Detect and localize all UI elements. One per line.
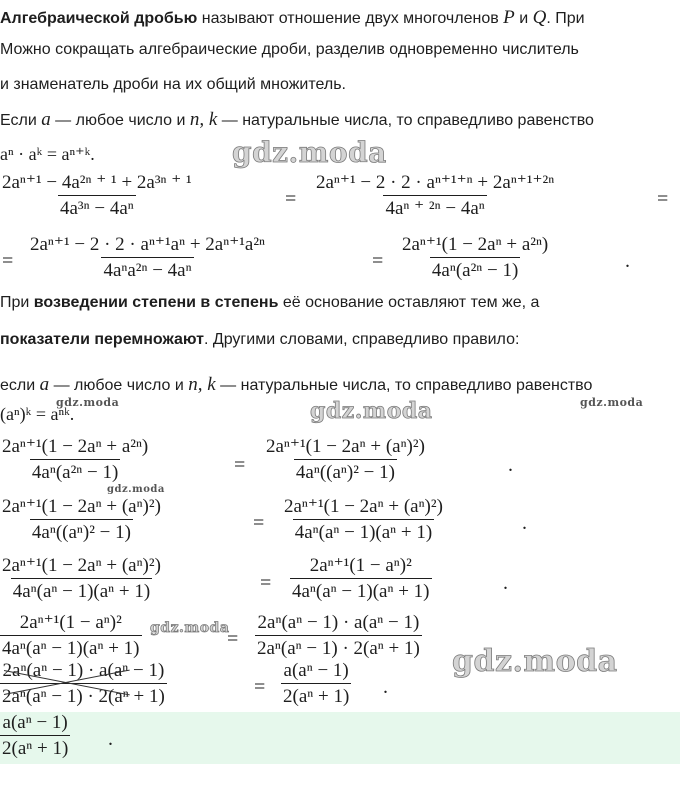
rule2-formula: (aⁿ)ᵏ = aⁿᵏ.	[0, 404, 75, 424]
s6-fraction-2: $\frac{\text{2aⁿ(aⁿ − 1) · a(aⁿ − 1)}}{\text{2aⁿ(aⁿ − 1) · 2(aⁿ + 1)}}$	[257, 612, 420, 659]
answer-highlight	[0, 712, 680, 764]
watermark-logo-small: gdz.moda	[56, 396, 120, 409]
rule1-formula: aⁿ · aᵏ = aⁿ⁺ᵏ.	[0, 144, 95, 164]
s3-fraction-2: $\frac{\text{2aⁿ⁺¹(1 − 2aⁿ + (aⁿ)²)}}{\text{4aⁿ((aⁿ)² − 1)}}$	[266, 436, 425, 483]
s2-lead: =	[2, 250, 14, 272]
s5-tail: .	[503, 572, 508, 594]
s4-fraction-2: $\frac{\text{2aⁿ⁺¹(1 − 2aⁿ + (aⁿ)²)}}{\text{4aⁿ(aⁿ − 1)(aⁿ + 1)}}$	[284, 496, 443, 543]
s6-fraction-1: $\frac{\text{2aⁿ⁺¹(1 − aⁿ)²}}{\text{4aⁿ(aⁿ − 1)(aⁿ + 1)}}$	[2, 612, 140, 659]
s1-equals: =	[285, 188, 297, 210]
term-multiply-exponents: показатели перемножают	[0, 331, 204, 348]
s5-equals: =	[260, 572, 272, 594]
watermark-logo-small: gdz.moda	[580, 396, 644, 409]
s7-tail: .	[383, 676, 388, 698]
s3-tail: .	[508, 454, 513, 476]
s2-equals: =	[372, 250, 384, 272]
s2-tail: .	[625, 250, 630, 272]
answer-fraction: $\frac{\text{a(aⁿ − 1)}}{\text{2(aⁿ + 1)}}$	[2, 712, 69, 759]
s2-fraction-2: $\frac{\text{2aⁿ⁺¹(1 − 2aⁿ + a²ⁿ)}}{\text{4aⁿ(a²ⁿ − 1)}}$	[402, 234, 549, 281]
rule2-line-1: При возведении степени в степень её основание оставляют тем же, а	[0, 294, 540, 311]
s4-tail: .	[522, 512, 527, 534]
s4-fraction-1: $\frac{\text{2aⁿ⁺¹(1 − 2aⁿ + (aⁿ)²)}}{\text{4aⁿ((aⁿ)² − 1)}}$	[2, 496, 161, 543]
watermark-logo-small: gdz.moda	[107, 484, 165, 495]
rule1-text: Если a — любое число и n, k — натуральные числа, то справедливо равенство	[0, 109, 594, 130]
intro-line-3: и знаменатель дроби на их общий множитель.	[0, 76, 346, 93]
s3-fraction-1: $\frac{\text{2aⁿ⁺¹(1 − 2aⁿ + a²ⁿ)}}{\text{4aⁿ(a²ⁿ − 1)}}$	[2, 436, 149, 483]
watermark-logo: gdz.moda	[150, 620, 230, 636]
s2-fraction-1: 2aⁿ⁺¹ − 2 · 2 · aⁿ⁺¹aⁿ + 2aⁿ⁺¹a²ⁿ 4aⁿa²ⁿ − 4aⁿ	[30, 234, 266, 281]
intro-line-2: Можно сокращать алгебраические дроби, разделив одновременно числитель	[0, 41, 579, 58]
s5-fraction-1: $\frac{\text{2aⁿ⁺¹(1 − 2aⁿ + (aⁿ)²)}}{\text{4aⁿ(aⁿ − 1)(aⁿ + 1)}}$	[2, 555, 161, 602]
watermark-logo: gdz.moda	[452, 644, 618, 679]
s5-fraction-2: $\frac{\text{2aⁿ⁺¹(1 − aⁿ)²}}{\text{4aⁿ(aⁿ − 1)(aⁿ + 1)}}$	[292, 555, 430, 602]
watermark-logo: gdz.moda	[310, 398, 433, 424]
rule2-line-2: показатели перемножают. Другими словами, справедливо правило:	[0, 331, 520, 348]
term-power-of-power: возведении степени в степень	[33, 294, 279, 311]
answer-tail: .	[108, 728, 113, 750]
s7-fraction-2: $\frac{\text{a(aⁿ − 1)}}{\text{2(aⁿ + 1)}}$	[283, 660, 350, 707]
term-algebraic-fraction: Алгебраической дробью	[0, 10, 198, 27]
intro-line-1: Алгебраической дробью называют отношение двух многочленов P и Q. При	[0, 7, 585, 28]
s3-equals: =	[234, 454, 246, 476]
s4-equals: =	[253, 512, 265, 534]
s1-tail: =	[657, 188, 669, 210]
rule2-line-3: если a — любое число и n, k — натуральные числа, то справедливо равенство	[0, 374, 593, 395]
s1-fraction-2: $\frac{\text{2aⁿ⁺¹ − 2 · 2 · aⁿ⁺¹⁺ⁿ + 2aⁿ⁺¹⁺²ⁿ}}{\text{4aⁿ ⁺ ²ⁿ − 4aⁿ}}$	[316, 172, 555, 219]
s1-fraction-1: $\frac{\text{2aⁿ⁺¹ − 4a²ⁿ ⁺ ¹ + 2a³ⁿ ⁺ ¹}}{\text{4a³ⁿ − 4aⁿ}}$	[2, 172, 192, 219]
s6-equals: =	[227, 628, 239, 650]
s7-fraction-1: $\frac{\text{2aⁿ(aⁿ − 1) · a(aⁿ − 1)}}{\text{2aⁿ(aⁿ − 1) · 2(aⁿ + 1)}}$	[2, 660, 165, 707]
s7-equals: =	[254, 676, 266, 698]
watermark-logo: gdz.moda	[232, 136, 387, 169]
